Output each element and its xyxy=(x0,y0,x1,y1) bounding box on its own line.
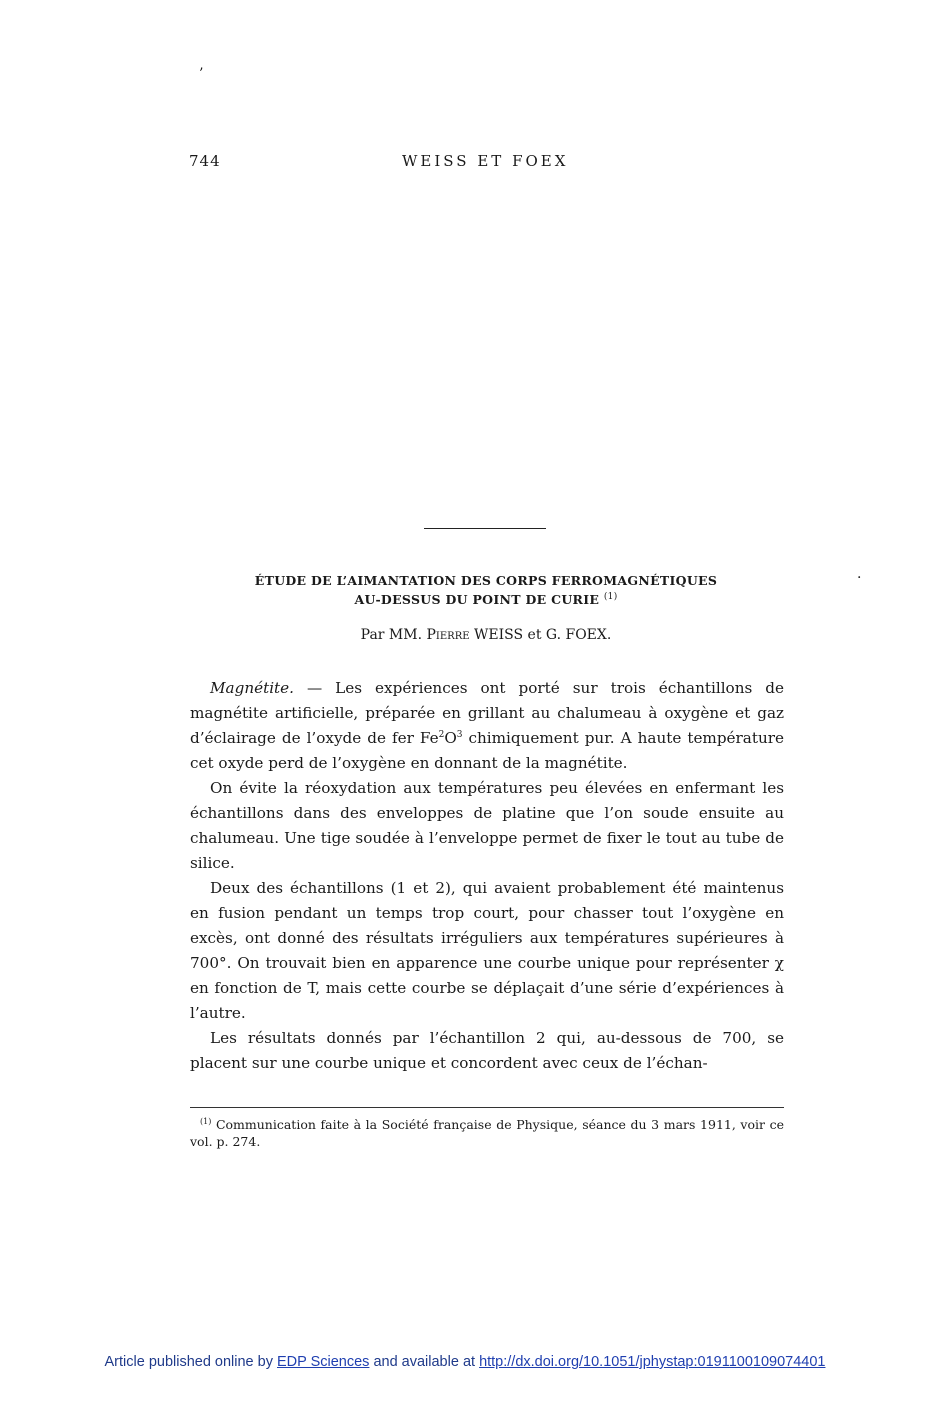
paragraph-4: Les résultats donnés par l’échantillon 2 qui, au-dessous de 700, se placent sur une courbe unique et concordent avec ceux de l’échan- xyxy=(190,1029,784,1072)
paragraph-1-text-a: — Les expériences ont porté sur trois échantillons de magnétite artificielle, préparée en grillant au chalumeau à oxygène et gaz d’éclairage de l’oxyde de fer Fe xyxy=(190,679,784,747)
scan-mark: ’ xyxy=(199,66,204,82)
running-head xyxy=(189,152,789,174)
paragraph-1-text-c: chimiquement pur. A haute température cet oxyde perd de l’oxygène en donnant de la magnétite. xyxy=(190,729,784,772)
section-divider xyxy=(424,528,546,529)
author-1-first-name: Pierre xyxy=(426,627,470,643)
footnote xyxy=(190,1113,784,1150)
title-footnote-marker: (1) xyxy=(603,592,618,602)
author-2-name: G. FOEX. xyxy=(545,627,612,643)
formula-superscript-1: 2 xyxy=(438,729,445,740)
publisher-footer xyxy=(0,1354,930,1370)
byline-prefix: Par MM. xyxy=(360,627,423,643)
footnote-divider xyxy=(190,1107,784,1108)
footer-middle: and available at xyxy=(373,1354,476,1370)
article-body xyxy=(190,676,784,1076)
page-number: 744 xyxy=(189,152,221,170)
title-line-2-text: AU-DESSUS DU POINT DE CURIE xyxy=(354,592,600,608)
byline xyxy=(180,627,792,643)
byline-and: et xyxy=(527,627,542,643)
scan-dot: · xyxy=(857,570,862,586)
paragraph-1 xyxy=(190,676,784,776)
formula-superscript-2: 3 xyxy=(456,729,463,740)
title-line-2 xyxy=(180,589,792,608)
footnote-paragraph xyxy=(190,1113,784,1150)
publisher-link[interactable]: EDP Sciences xyxy=(277,1354,370,1370)
section-lead: Magnétite. xyxy=(210,679,294,697)
article-title xyxy=(180,572,792,608)
doi-link[interactable]: http://dx.doi.org/10.1051/jphystap:0191100109074401 xyxy=(479,1354,826,1370)
footnote-text: Communication faite à la Société française de Physique, séance du 3 mars 1911, voir ce vol. p. 274. xyxy=(190,1117,784,1150)
running-title: WEISS ET FOEX xyxy=(402,152,569,170)
footer-prefix: Article published online by xyxy=(104,1354,273,1370)
paragraph-2: On évite la réoxydation aux températures peu élevées en enfermant les échantillons dans des enveloppes de platine que l’on soude ensuite au chalumeau. Une tige soudée à l’enveloppe permet de fixer le tout au tube de silice. xyxy=(190,779,784,872)
footnote-marker: (1) xyxy=(200,1117,212,1126)
paragraph-3: Deux des échantillons (1 et 2), qui avaient probablement été maintenus en fusion pendant un temps trop court, pour chasser tout l’oxygène en excès, ont donné des résultats irréguliers aux températures supérieures à 700°. On trouvait bien en apparence une courbe unique pour représenter χ en fonction de T, mais cette courbe se déplaçait d’une série d’expériences à l’autre. xyxy=(190,879,784,1022)
title-line-1: ÉTUDE DE L’AIMANTATION DES CORPS FERROMAGNÉTIQUES xyxy=(254,573,718,588)
author-1-last-name: WEISS xyxy=(474,627,524,643)
paragraph-1-text-b: O xyxy=(444,729,457,747)
